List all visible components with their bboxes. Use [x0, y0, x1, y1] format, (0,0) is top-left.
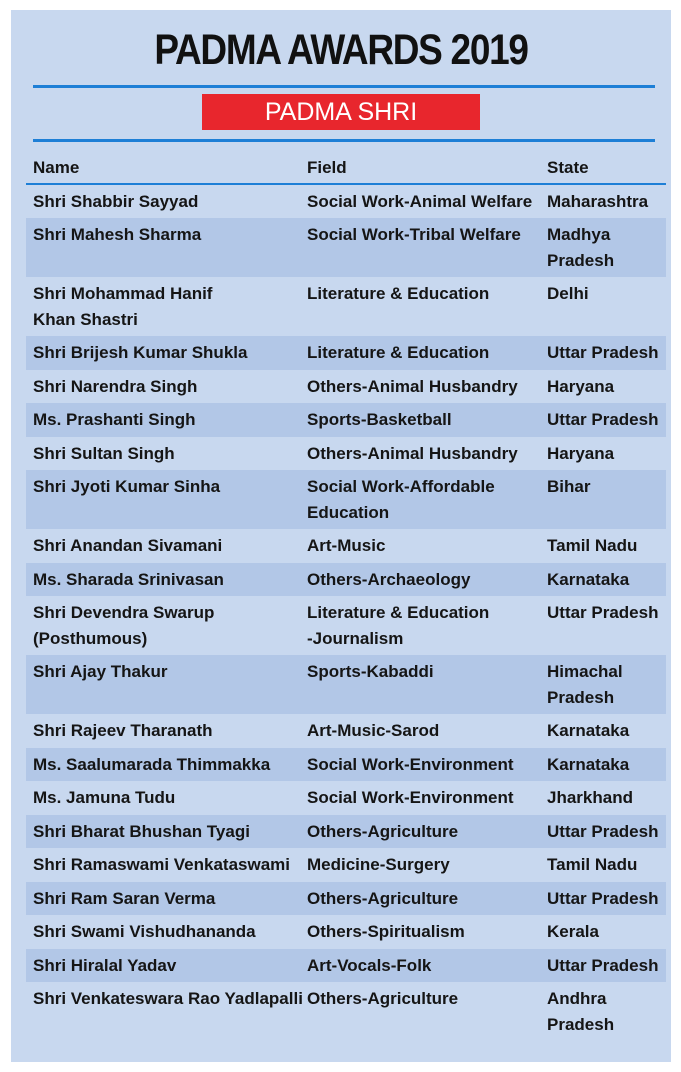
cell-field: Social Work-Environment [307, 754, 514, 774]
cell-state: Jharkhand [547, 788, 633, 807]
cell-state: Uttar Pradesh [547, 821, 659, 841]
cell-name: Shri Brijesh Kumar Shukla [33, 343, 248, 362]
cell-state: Kerala [547, 922, 599, 941]
table-row [26, 529, 666, 563]
cell-field: Others-Agriculture [307, 989, 459, 1008]
table-row [26, 470, 666, 529]
table-row [26, 403, 666, 437]
table-body [26, 185, 666, 1042]
header-state: State [547, 158, 589, 177]
cell-state: Haryana [547, 376, 615, 396]
cell-field: Others-Animal Husbandry [307, 443, 518, 463]
cell-field: Literature & Education -Journalism [307, 603, 490, 648]
cell-field: Literature & Education [307, 284, 490, 303]
cell-name: Ms. Sharada Srinivasan [33, 569, 224, 589]
cell-name: Shri Mahesh Sharma [33, 225, 202, 244]
cell-name: Ms. Jamuna Tudu [33, 788, 176, 807]
page-title: PADMA AWARDS 2019 [154, 26, 528, 74]
table-row [26, 815, 666, 849]
table-row [26, 655, 666, 714]
table-row [26, 185, 666, 219]
header-field: Field [307, 158, 347, 177]
cell-name: Shri Anandan Sivamani [33, 536, 223, 555]
table-row [26, 882, 666, 916]
cell-field: Sports-Basketball [307, 410, 452, 429]
cell-name: Shri Ram Saran Verma [33, 888, 216, 908]
cell-state: Tamil Nadu [547, 855, 638, 874]
table-row [26, 596, 666, 655]
table-header [26, 149, 666, 185]
cell-name: Shri Rajeev Tharanath [33, 721, 213, 740]
table-row [26, 714, 666, 748]
top-divider [33, 85, 655, 88]
cell-name: Shri Sultan Singh [33, 443, 175, 463]
cell-state: Karnataka [547, 754, 630, 774]
cell-name: Shri Venkateswara Rao Yadlapalli [33, 989, 303, 1008]
cell-state: Uttar Pradesh [547, 343, 659, 362]
cell-name: Shri Swami Vishudhananda [33, 922, 256, 941]
cell-state: Haryana [547, 443, 615, 463]
table-row [26, 370, 666, 404]
awardees-table [26, 149, 666, 1041]
cell-field: Others-Archaeology [307, 569, 471, 589]
table-row [26, 949, 666, 983]
cell-state: Uttar Pradesh [547, 955, 659, 975]
cell-name: Shri Ajay Thakur [33, 662, 168, 681]
cell-state: Karnataka [547, 569, 630, 589]
cell-name: Ms. Prashanti Singh [33, 410, 196, 429]
cell-name: Ms. Saalumarada Thimmakka [33, 754, 271, 774]
cell-state: Karnataka [547, 721, 630, 740]
cell-name: Shri Jyoti Kumar Sinha [33, 477, 221, 496]
cell-state: Bihar [547, 477, 591, 496]
cell-name: Shri Hiralal Yadav [33, 955, 177, 975]
table-row [26, 915, 666, 949]
cell-field: Others-Agriculture [307, 821, 459, 841]
cell-field: Social Work-Animal Welfare [307, 191, 533, 211]
cell-field: Social Work-Environment [307, 788, 514, 807]
cell-state: Delhi [547, 284, 589, 303]
table-row [26, 748, 666, 782]
category-banner: PADMA SHRI [202, 94, 480, 130]
cell-field: Others-Spiritualism [307, 922, 465, 941]
cell-state: Uttar Pradesh [547, 603, 659, 622]
cell-name: Shri Narendra Singh [33, 376, 198, 396]
awards-card [11, 10, 671, 1062]
table-row [26, 982, 666, 1041]
table-row [26, 336, 666, 370]
cell-field: Sports-Kabaddi [307, 662, 434, 681]
table-row [26, 781, 666, 815]
table-row [26, 218, 666, 277]
cell-field: Literature & Education [307, 343, 490, 362]
cell-field: Social Work-Affordable Education [307, 477, 495, 522]
cell-field: Others-Agriculture [307, 888, 459, 908]
table-row [26, 563, 666, 597]
cell-field: Art-Vocals-Folk [307, 955, 432, 975]
table-row [26, 848, 666, 882]
cell-state: Uttar Pradesh [547, 888, 659, 908]
cell-state: Andhra Pradesh [547, 989, 615, 1034]
cell-field: Art-Music-Sarod [307, 721, 440, 740]
table-row [26, 277, 666, 336]
cell-field: Others-Animal Husbandry [307, 376, 518, 396]
cell-field: Social Work-Tribal Welfare [307, 225, 521, 244]
cell-field: Medicine-Surgery [307, 855, 450, 874]
cell-state: Maharashtra [547, 191, 649, 211]
cell-name: Shri Shabbir Sayyad [33, 191, 199, 211]
cell-name: Shri Bharat Bhushan Tyagi [33, 821, 250, 841]
cell-state: Madhya Pradesh [547, 225, 615, 270]
banner-divider [33, 139, 655, 142]
cell-state: Himachal Pradesh [547, 662, 623, 707]
header-name: Name [33, 158, 80, 177]
cell-state: Tamil Nadu [547, 536, 638, 555]
cell-field: Art-Music [307, 536, 386, 555]
cell-name: Shri Mohammad Hanif Khan Shastri [33, 284, 213, 329]
cell-name: Shri Ramaswami Venkataswami [33, 855, 291, 874]
cell-name: Shri Devendra Swarup (Posthumous) [33, 603, 215, 648]
cell-state: Uttar Pradesh [547, 410, 659, 429]
table-row [26, 437, 666, 471]
